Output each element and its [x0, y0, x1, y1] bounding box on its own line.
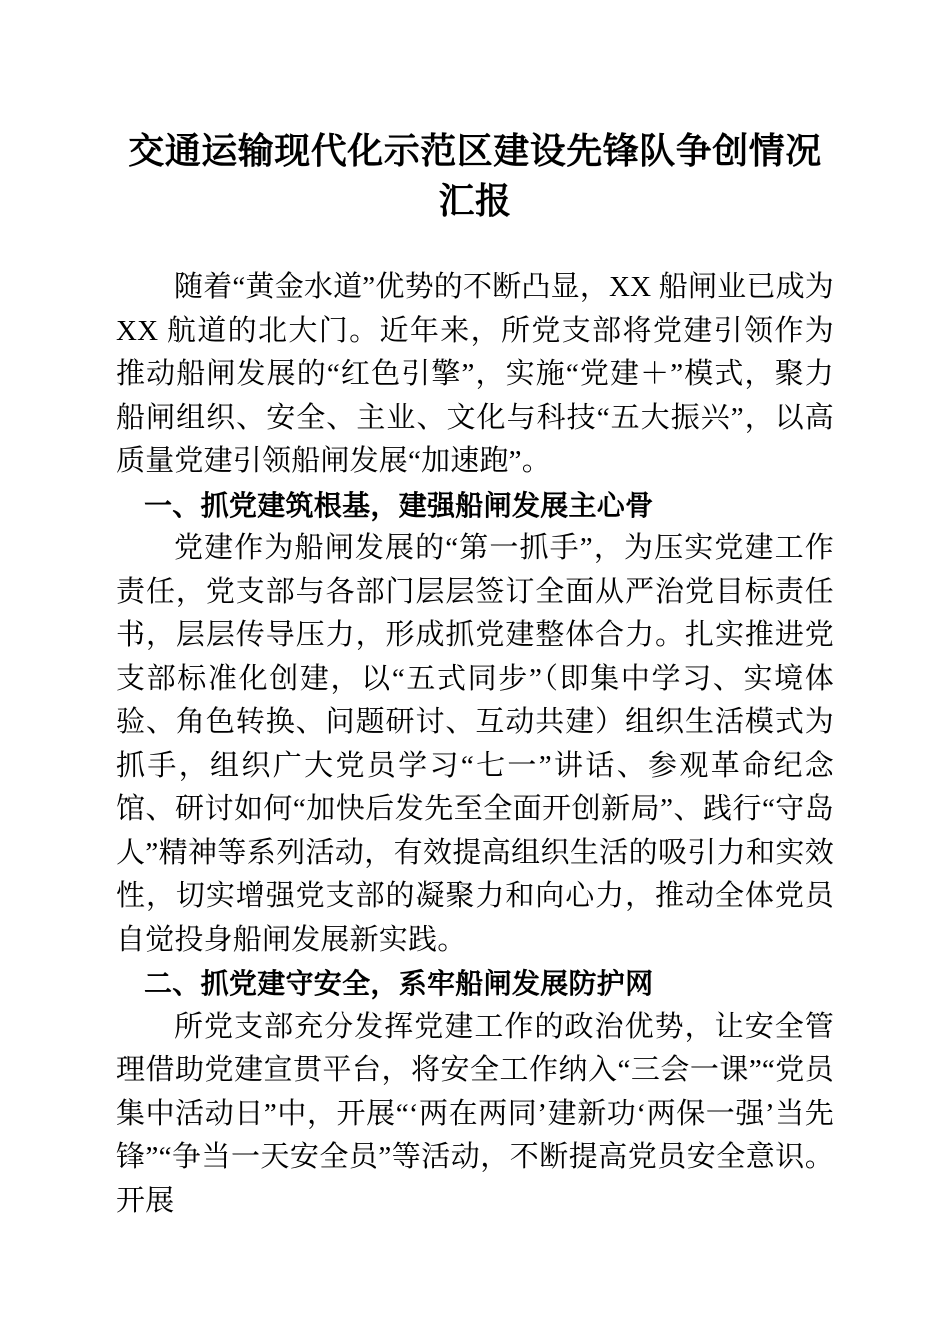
title-spacer	[116, 226, 834, 266]
document-body	[116, 126, 834, 1223]
paragraph-section-1: 党建作为船闸发展的“第一抓手”，为压实党建工作责任，党支部与各部门层层签订全面从严治党目标责任书，层层传导压力，形成抓党建整体合力。扎实推进党支部标准化创建，以“五式同步”（即集中学习、实境体验、角色转换、问题研讨、互动共建）组织生活模式为抓手，组织广大党员学习“七一”讲话、参观革命纪念馆、研讨如何“加快后发先至全面开创新局”、践行“守岛人”精神等系列活动，有效提高组织生活的吸引力和实效性，切实增强党支部的凝聚力和向心力，推动全体党员自觉投身船闸发展新实践。	[116, 532, 834, 956]
paragraph-intro: 随着“黄金水道”优势的不断凸显，XX 船闸业已成为 XX 航道的北大门。近年来，所党支部将党建引领作为推动船闸发展的“红色引擎”，实施“党建＋”模式，聚力船闸组织、安全、主业、文化与科技“五大振兴”，以高质量党建引领船闸发展“加速跑”。	[116, 271, 834, 477]
page-title: 交通运输现代化示范区建设先锋队争创情况汇报	[128, 131, 822, 221]
section-heading-2: 二、抓党建守安全，系牢船闸发展防护网	[144, 968, 654, 999]
section-heading-1: 一、抓党建筑根基，建强船闸发展主心骨	[144, 489, 654, 521]
paragraph-section-2: 所党支部充分发挥党建工作的政治优势，让安全管理借助党建宣贯平台，将安全工作纳入“三会一课”“党员集中活动日”中，开展“‘两在两同’建新功‘两保一强’当先锋”“争当一天安全员”等活动，不断提高党员安全意识。开展	[116, 1010, 834, 1217]
